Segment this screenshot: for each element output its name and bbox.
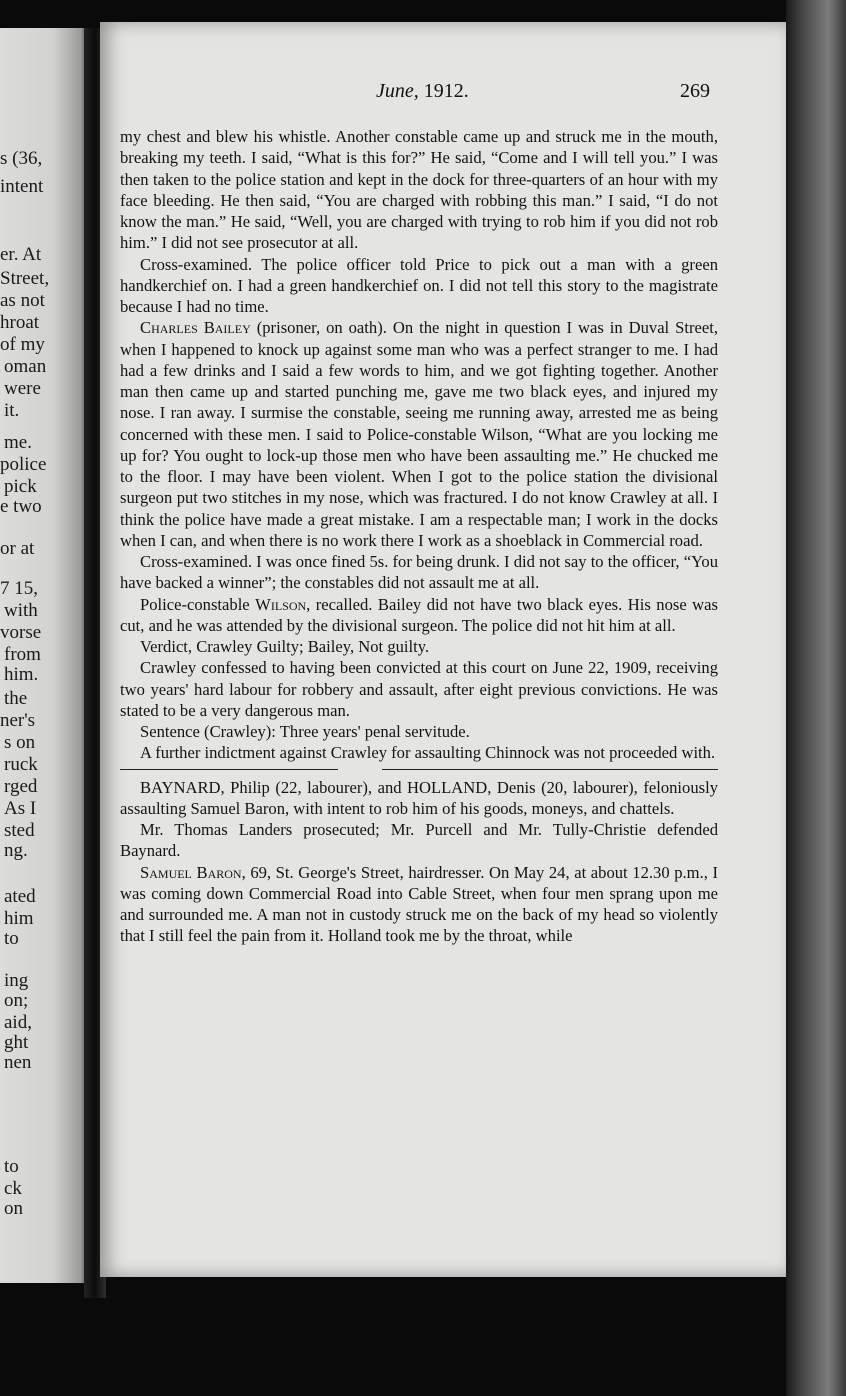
paragraph-text: (prisoner, on oath). On the night in question I was in Duval Street, when I happened to knock up against some man who was a perfect stranger to me. I had had a few drinks and I said a few words to him, and we got fighting together. Another man then came up and started punching me, gave me two black eyes, and injured my nose. I ran away. I surmise the constable, seeing me running away, arrested me as being concerned with these men. I said to Police-constable Wilson, “What are you locking me up for? You ought to lock-up those men who have been assaulting me.” He chucked me to the floor. I may have been violent. When I got to the police station the divisional surgeon put two stitches in my nose, which was fractured. I do not know Crawley at all. I think the police have made a great mistake. I am a respectable man; I work in the docks when I can, and when there is no work there I work as a shoeblack in Commercial road. (120, 318, 718, 550)
left-page-text-fragment: 7 15, (0, 578, 38, 599)
paragraph-text: , 69, St. George's Street, hairdresser. On May 24, at about 12.30 p.m., I was coming down Commercial Road into Cable Street, when four men sprang upon me and surrounded me. A man not in custody struck me on the back of my head so violently that I still feel the pain from it. Holland took me by the throat, while (120, 862, 718, 946)
header-month: June, (376, 80, 419, 102)
left-page-text-fragment: to (4, 928, 19, 949)
left-page-text-fragment: ruck (4, 754, 38, 775)
left-page-text-fragment: of my (0, 334, 45, 355)
left-page-text-fragment: with (4, 600, 38, 621)
left-page-text-fragment: Street, (0, 268, 50, 289)
paragraph (120, 317, 718, 551)
left-page-text-fragment: ing (4, 970, 29, 991)
running-header (100, 80, 786, 108)
paragraph (120, 862, 718, 947)
page-edge (786, 0, 846, 1396)
left-page-text-fragment: ner's (0, 710, 36, 731)
left-page-text-fragment: from (4, 644, 41, 665)
left-page-text-fragment: him. (4, 664, 39, 685)
left-page-text-fragment: rged (4, 776, 38, 797)
paragraph: Sentence (Crawley): Three years' penal servitude. (140, 722, 470, 741)
left-page-text-fragment: ated (4, 886, 36, 907)
paragraph: Crawley confessed to having been convicted at this court on June 22, 1909, receiving two years' hard labour for robbery and assault, after eight previous convictions. He was stated to be a very dangerous man. (120, 658, 718, 720)
left-page-text-fragment: ck (4, 1178, 22, 1199)
left-page-text-fragment: s on (4, 732, 36, 753)
left-page-text-fragment: oman (4, 356, 47, 377)
left-page-text-fragment: or at (0, 538, 35, 559)
left-page-text-fragment: on; (4, 990, 29, 1011)
paragraph-text: , recalled. Bailey did not have two black eyes. His nose was cut, and he was attended by the divisional surgeon. The police did not hit him at all. (120, 594, 718, 635)
left-page-text-fragment: the (4, 688, 28, 709)
paragraph: Verdict, Crawley Guilty; Bailey, Not guilty. (140, 637, 430, 656)
left-page-text-fragment: hroat (0, 312, 40, 333)
left-page-text-fragment: As I (4, 798, 37, 819)
witness-name: Charles Bailey (140, 318, 251, 338)
header-date (376, 80, 469, 103)
paragraph: Cross-examined. The police officer told Price to pick out a man with a green handkerchief on. I had a green handkerchief on. I did not tell this story to the magistrate because I had no time. (120, 254, 718, 316)
left-page-text-fragment: him (4, 908, 34, 929)
left-page-text-fragment: ght (4, 1032, 29, 1053)
page-body (120, 126, 718, 947)
left-page-text-fragment: pick (4, 476, 37, 497)
paragraph (120, 594, 718, 637)
paragraph: Mr. Thomas Landers prosecuted; Mr. Purcell and Mr. Tully-Christie defended Baynard. (120, 820, 718, 861)
left-page-text-fragment: aid, (4, 1012, 32, 1033)
left-page-text-fragment: to (4, 1156, 19, 1177)
witness-name: Wilson (255, 594, 307, 614)
left-page-text-fragment: it. (4, 400, 20, 421)
left-page-text-fragment: as not (0, 290, 45, 311)
left-page-text-fragment: sted (4, 820, 35, 841)
page-number: 269 (680, 80, 710, 102)
left-page-text-fragment: s (36, (0, 148, 43, 169)
left-page-text-fragment: were (4, 378, 41, 399)
page (100, 22, 786, 1277)
left-page-text-fragment: vorse (0, 622, 42, 643)
left-page-text-fragment: nen (4, 1052, 32, 1073)
section-divider (120, 767, 718, 773)
paragraph: my chest and blew his whistle. Another constable came up and struck me in the mouth, breaking my teeth. I said, “What is this for?” He said, “Come and I will tell you.” I was then taken to the police station and kept in the dock for three-quarters of an hour with my face bleeding. He then said, “You are charged with robbing this man.” I said, “I do not know the man.” He said, “Well, you are charged with trying to rob him if you did not rob him.” I did not see prosecutor at all. (120, 127, 718, 253)
witness-name: Samuel Baron (140, 862, 242, 882)
left-page-text-fragment: e two (0, 496, 42, 517)
paragraph: A further indictment against Crawley for assaulting Chinnock was not proceeded with. (140, 743, 716, 763)
left-page-text-fragment: intent (0, 176, 44, 197)
header-year: 1912. (423, 80, 469, 102)
paragraph: Cross-examined. I was once fined 5s. for being drunk. I did not say to the officer, “You have backed a winner”; the constables did not assault me at all. (120, 552, 719, 593)
paragraph-text: Police-constable (140, 594, 256, 614)
case-heading: BAYNARD, Philip (22, labourer), and HOLLAND, Denis (20, labourer), feloniously assaulting Samuel Baron, with intent to rob him of his goods, moneys, and chattels. (120, 777, 718, 818)
divider-line (382, 769, 718, 770)
left-page-text-fragment: on (4, 1198, 23, 1219)
divider-line (120, 769, 338, 770)
left-page-text-fragment: ng. (4, 840, 28, 861)
left-page-text-fragment: er. At (0, 244, 42, 265)
left-page-fragment (0, 28, 88, 1283)
left-page-text-fragment: police (0, 454, 47, 475)
left-page-text-fragment: me. (4, 432, 32, 453)
